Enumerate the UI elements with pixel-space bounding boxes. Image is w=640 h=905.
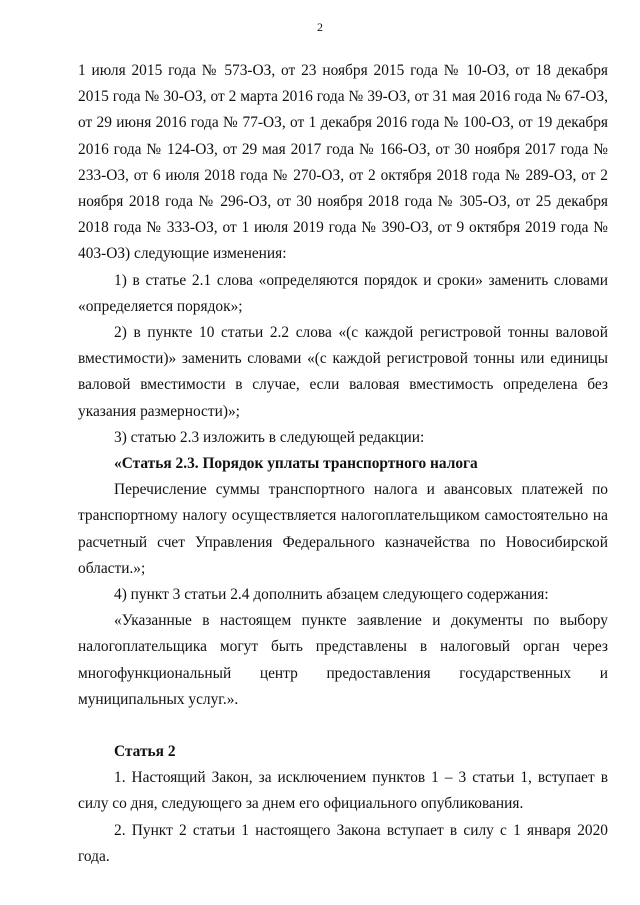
article-2-heading: Статья 2 (114, 743, 176, 761)
amendment-item-2: 2) в пункте 10 статьи 2.2 слова «(с каждой регистровой тонны валовой вместимости)» заменить словами «(с каждой регистровой тонны или единицы валовой вместимости в случае, если валовая вместимость определена без указания размерности)»; (78, 324, 608, 420)
amendment-item-1: 1) в статье 2.1 слова «определяются порядок и сроки» заменить словами «определяется порядок»; (78, 271, 608, 315)
article-2-point-1: 1. Настоящий Закон, за исключением пунктов 1 – 3 статьи 1, вступает в силу со дня, следующего за днем его официального опубликования. (78, 769, 608, 813)
amendment-item-3: 3) статью 2.3 изложить в следующей редакции: (114, 428, 425, 446)
article-2-3-text: Перечисление суммы транспортного налога и авансовых платежей по транспортному налогу осуществляется налогоплательщиком самостоятельно на расчетный счет Управления Федерального казначейства по Новосибирской области.»; (78, 481, 608, 577)
article-2-3-heading: «Статья 2.3. Порядок уплаты транспортного налога (114, 455, 478, 473)
page-number: 2 (317, 20, 323, 34)
article-2-4-addition-text: «Указанные в настоящем пункте заявление и документы по выбору налогоплательщика могут быть представлены в налоговый орган через многофункциональный центр предоставления государственных и муниципальных услуг.». (78, 612, 608, 708)
article-2-point-2: 2. Пункт 2 статьи 1 настоящего Закона вступает в силу с 1 января 2020 года. (78, 821, 608, 865)
document-body (78, 58, 608, 870)
amended-laws-paragraph: 1 июля 2015 года № 573-ОЗ, от 23 ноября 2015 года № 10-ОЗ, от 18 декабря 2015 года № 30-ОЗ, от 2 марта 2016 года № 39-ОЗ, от 31 мая 2016 года № 67-ОЗ, от 29 июня 2016 года № 77-ОЗ, от 1 декабря 2016 года № 100-ОЗ, от 19 декабря 2016 года № 124-ОЗ, от 29 мая 2017 года № 166-ОЗ, от 30 ноября 2017 года № 233-ОЗ, от 6 июля 2018 года № 270-ОЗ, от 2 октября 2018 года № 289-ОЗ, от 2 ноября 2018 года № 296-ОЗ, от 30 ноября 2018 года № 305-ОЗ, от 25 декабря 2018 года № 333-ОЗ, от 1 июля 2019 года № 390-ОЗ, от 9 октября 2019 года № 403-ОЗ) следующие изменения: (78, 62, 608, 263)
section-spacer (78, 713, 608, 739)
amendment-item-4: 4) пункт 3 статьи 2.4 дополнить абзацем следующего содержания: (114, 586, 549, 604)
